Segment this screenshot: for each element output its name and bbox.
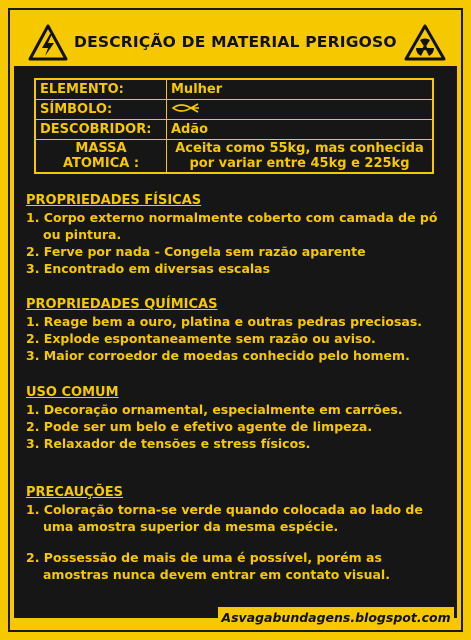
precautions-section [26, 484, 451, 583]
element-label: ELEMENTO: [35, 79, 167, 100]
table-row [35, 79, 433, 100]
common-use-section [26, 384, 451, 452]
discoverer-label: DESCOBRIDOR: [35, 120, 167, 140]
list-item: 3. Maior corroedor de moedas conhecido pelo homem. [26, 348, 410, 363]
list-item: 2. Possessão de mais de uma é possível, porém as amostras nunca devem entrar em contato visual. [26, 550, 390, 582]
high-voltage-warning-icon [28, 24, 68, 62]
content-panel [14, 66, 457, 618]
list-item: 1. Reage bem a ouro, platina e outras pedras preciosas. [26, 314, 423, 329]
mass-value-line: por variar entre 45kg e 225kg [189, 156, 410, 171]
table-row [35, 100, 433, 120]
discoverer-value: Adão [167, 120, 434, 140]
section-heading: PRECAUÇÕES [26, 485, 124, 500]
list-item: 2. Ferve por nada - Congela sem razão aparente [26, 244, 366, 259]
table-row [35, 120, 433, 140]
list-item: 1. Coloração torna-se verde quando colocada ao lado de uma amostra superior da mesma espécie. [26, 502, 423, 534]
fish-icon [171, 102, 201, 114]
element-value: Mulher [167, 79, 434, 100]
mass-label [35, 140, 167, 174]
blog-credit: Asvagabundagens.blogspot.com [218, 607, 454, 629]
list-item: 1. Decoração ornamental, especialmente em carrões. [26, 402, 403, 417]
mass-value [167, 140, 434, 174]
list-item: 3. Relaxador de tensões e stress físicos. [26, 436, 311, 451]
page-title: DESCRIÇÃO DE MATERIAL PERIGOSO [74, 33, 397, 51]
sign-header [16, 16, 455, 72]
list-item: 3. Encontrado em diversas escalas [26, 261, 271, 276]
list-item: 2. Explode espontaneamente sem razão ou aviso. [26, 331, 376, 346]
radiation-warning-icon [404, 24, 446, 62]
symbol-label: SÍMBOLO: [35, 100, 167, 120]
section-heading: USO COMUM [26, 385, 119, 400]
list-item: 2. Pode ser um belo e efetivo agente de limpeza. [26, 419, 373, 434]
mass-label-line: MASSA [75, 141, 127, 156]
mass-value-line: Aceita como 55kg, mas conhecida [175, 141, 424, 156]
symbol-value [167, 100, 434, 120]
chemical-properties-section [26, 296, 451, 364]
mass-label-line: ATOMICA : [62, 156, 140, 171]
list-item: 1. Corpo externo normalmente coberto com camada de pó ou pintura. [26, 210, 438, 242]
element-spec-table [34, 78, 434, 174]
section-heading: PROPRIEDADES FÍSICAS [26, 193, 202, 208]
table-row [35, 140, 433, 174]
physical-properties-section [26, 192, 451, 277]
section-heading: PROPRIEDADES QUÍMICAS [26, 297, 218, 312]
